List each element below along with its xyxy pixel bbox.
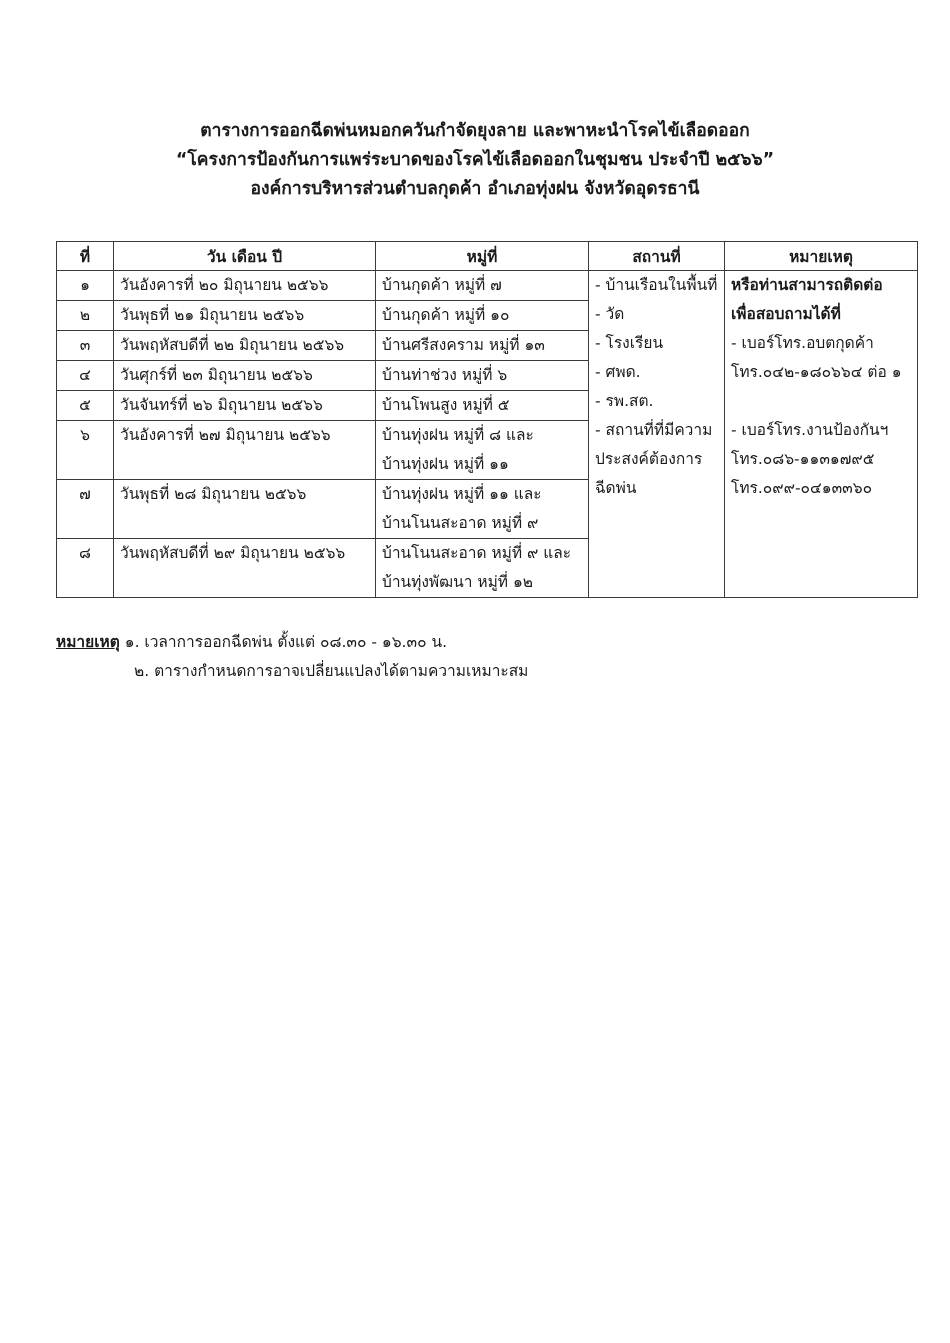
office-phone-label: - เบอร์โทร.อบตกุดค้า xyxy=(731,334,874,352)
schedule-table xyxy=(56,241,918,598)
row-number: ๗ xyxy=(79,485,91,503)
row-village: บ้านทุ่งฝน หมู่ที่ ๑๑ และ xyxy=(382,485,542,503)
note-item: ๒. ตารางกำหนดการอาจเปลี่ยนแปลงได้ตามความเหมาะสม xyxy=(134,662,529,680)
header-date: วัน เดือน ปี xyxy=(114,242,376,271)
row-number: ๒ xyxy=(79,306,91,324)
row-date: วันพฤหัสบดีที่ ๒๒ มิถุนายน ๒๕๖๖ xyxy=(120,336,345,354)
header-place: สถานที่ xyxy=(589,242,725,271)
note-item: ๑. เวลาการออกฉีดพ่น ตั้งแต่ ๐๘.๓๐ - ๑๖.๓๐ น. xyxy=(119,633,447,651)
prevention-phone: โทร.๐๘๖-๑๑๓๑๗๙๕ xyxy=(731,450,875,468)
row-village: บ้านท่าช่วง หมู่ที่ ๖ xyxy=(382,366,508,384)
row-village: บ้านศรีสงคราม หมู่ที่ ๑๓ xyxy=(382,336,545,354)
note-line-1 xyxy=(56,628,528,657)
row-date: วันพฤหัสบดีที่ ๒๙ มิถุนายน ๒๕๖๖ xyxy=(120,544,346,562)
place-item: - โรงเรียน xyxy=(595,334,664,352)
title-line-2: “โครงการป้องกันการแพร่ระบาดของโรคไข้เลือดออกในชุมชน ประจำปี ๒๕๖๖” xyxy=(175,150,775,170)
note-line-2 xyxy=(56,657,528,686)
row-number: ๑ xyxy=(80,276,90,294)
header-village: หมู่ที่ xyxy=(376,242,589,271)
table-header-row xyxy=(57,242,918,271)
row-village: บ้านทุ่งฝน หมู่ที่ ๘ และ xyxy=(382,426,534,444)
document-title xyxy=(0,117,950,204)
remark-heading: หรือท่านสามารถติดต่อ xyxy=(731,276,883,294)
row-village: บ้านโนนสะอาด หมู่ที่ ๙ และ xyxy=(382,544,572,562)
row-village: บ้านโพนสูง หมู่ที่ ๕ xyxy=(382,396,510,414)
place-item: - ศพด. xyxy=(595,363,641,381)
table-row xyxy=(57,271,918,301)
title-line-3: องค์การบริหารส่วนตำบลกุดค้า อำเภอทุ่งฝน จังหวัดอุดรธานี xyxy=(250,179,700,199)
row-date: วันจันทร์ที่ ๒๖ มิถุนายน ๒๕๖๖ xyxy=(120,396,323,414)
notes-section xyxy=(56,628,528,686)
place-item: ประสงค์ต้องการ xyxy=(595,450,703,468)
place-item: - รพ.สต. xyxy=(595,392,654,410)
row-date: วันอังคารที่ ๒๗ มิถุนายน ๒๕๖๖ xyxy=(120,426,331,444)
row-number: ๘ xyxy=(79,544,91,562)
office-phone: โทร.๐๔๒-๑๘๐๖๖๔ ต่อ ๑ xyxy=(731,363,902,381)
spacer xyxy=(731,387,911,416)
row-village: บ้านทุ่งพัฒนา หมู่ที่ ๑๒ xyxy=(382,573,534,591)
place-item: - บ้านเรือนในพื้นที่ xyxy=(595,276,718,294)
row-number: ๔ xyxy=(79,366,91,384)
row-village: บ้านกุดค้า หมู่ที่ ๑๐ xyxy=(382,306,510,324)
row-number: ๓ xyxy=(79,336,91,354)
row-village: บ้านกุดค้า หมู่ที่ ๗ xyxy=(382,276,502,294)
row-date: วันพุธที่ ๒๘ มิถุนายน ๒๕๖๖ xyxy=(120,485,307,503)
place-item: ฉีดพ่น xyxy=(595,479,637,497)
row-village: บ้านโนนสะอาด หมู่ที่ ๙ xyxy=(382,514,539,532)
row-village: บ้านทุ่งฝน หมู่ที่ ๑๑ xyxy=(382,455,509,473)
header-no: ที่ xyxy=(57,242,114,271)
row-date: วันศุกร์ที่ ๒๓ มิถุนายน ๒๕๖๖ xyxy=(120,366,313,384)
row-number: ๖ xyxy=(80,426,90,444)
notes-label: หมายเหตุ xyxy=(56,633,120,651)
place-item: - สถานที่ที่มีความ xyxy=(595,421,713,439)
row-number: ๕ xyxy=(79,396,91,414)
remark-heading: เพื่อสอบถามได้ที่ xyxy=(731,305,841,323)
row-date: วันพุธที่ ๒๑ มิถุนายน ๒๕๖๖ xyxy=(120,306,305,324)
remarks-cell xyxy=(725,271,918,598)
place-item: - วัด xyxy=(595,305,625,323)
prevention-phone-label: - เบอร์โทร.งานป้องกันฯ xyxy=(731,421,889,439)
row-date: วันอังคารที่ ๒๐ มิถุนายน ๒๕๖๖ xyxy=(120,276,329,294)
title-line-1: ตารางการออกฉีดพ่นหมอกควันกำจัดยุงลาย และพาหะนำโรคไข้เลือดออก xyxy=(200,121,750,141)
places-cell xyxy=(589,271,725,598)
prevention-phone: โทร.๐๙๙-๐๔๑๓๓๖๐ xyxy=(731,479,873,497)
header-remark: หมายเหตุ xyxy=(725,242,918,271)
